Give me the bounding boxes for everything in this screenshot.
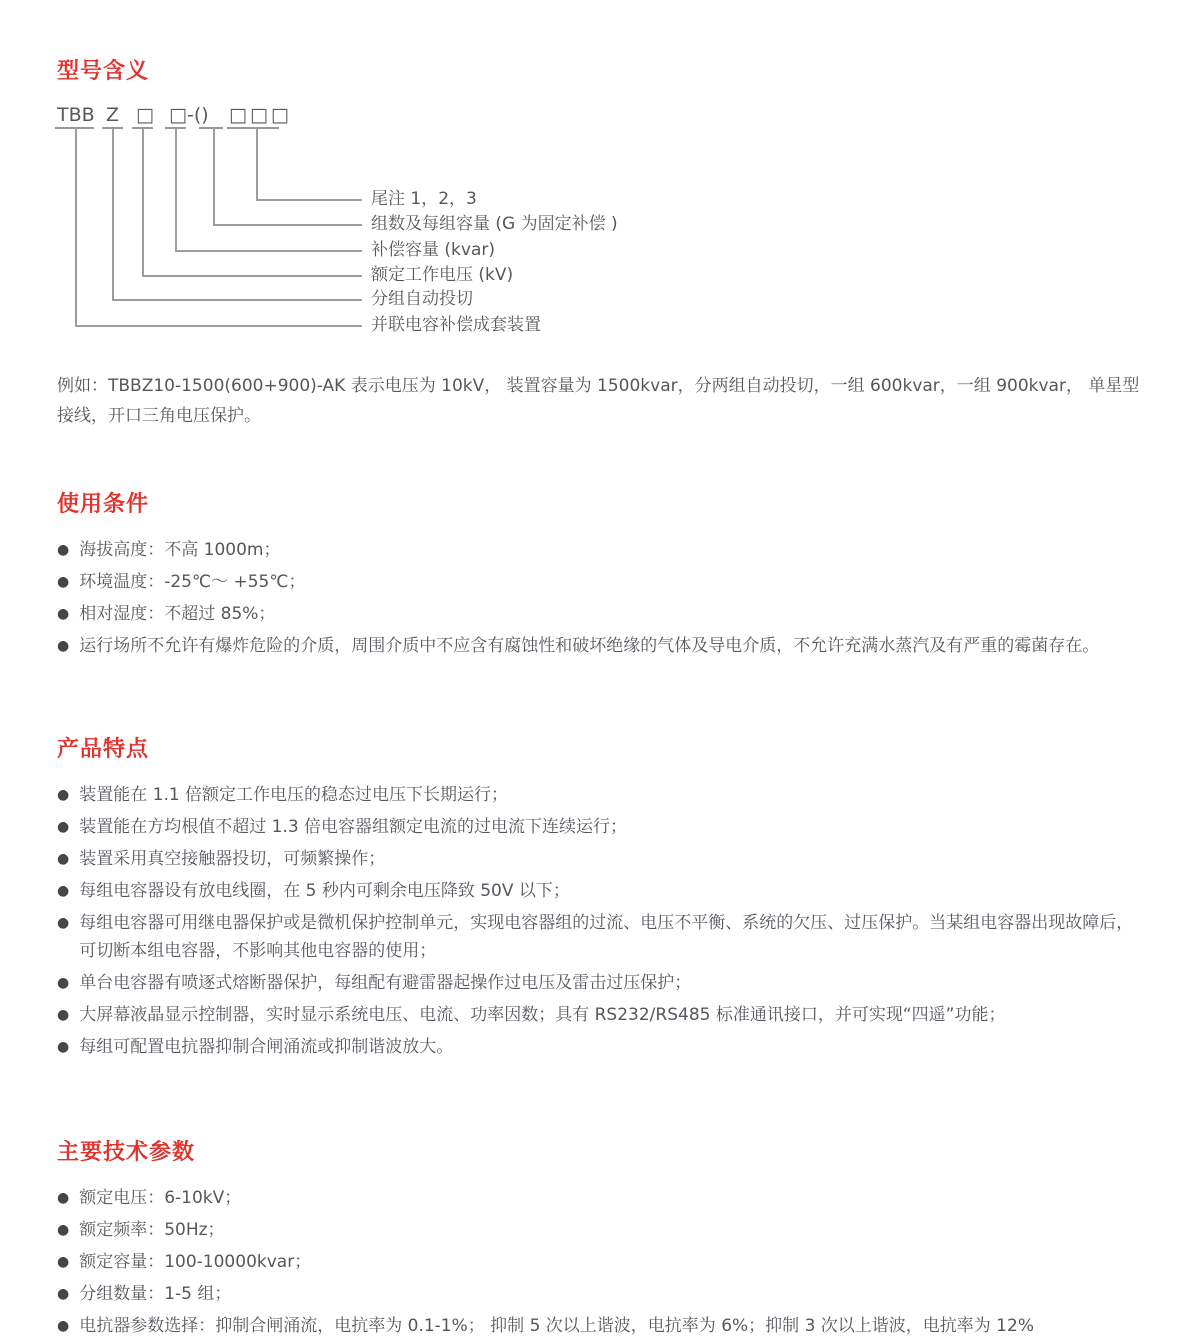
list-item: ● 大屏幕液晶显示控制器，实时显示系统电压、电流、功率因数；具有 RS232/RS485 标准通讯接口，并可实现“四遥”功能；	[57, 1001, 1143, 1029]
underline-segment	[227, 127, 279, 129]
model-code-dash-paren: -()	[187, 104, 209, 126]
underline-segment	[199, 127, 223, 129]
technical-parameters-list	[57, 1184, 1143, 1340]
diagram-label-suffix: 尾注 1，2，3	[371, 189, 477, 209]
list-item: ● 运行场所不允许有爆炸危险的介质，周围介质中不应含有腐蚀性和破坏绝缘的气体及导电介质，不允许充满水蒸汽及有严重的霉菌存在。	[57, 632, 1143, 660]
list-item: ● 电抗器参数选择：抑制合闸涌流，电抗率为 0.1-1%； 抑制 5 次以上谐波，电抗率为 6%；抑制 3 次以上谐波，电抗率为 12%	[57, 1312, 1143, 1340]
bullet-icon: ●	[57, 542, 70, 558]
model-code-box-1: □	[136, 104, 154, 126]
bullet-icon: ●	[57, 1254, 70, 1270]
bullet-icon: ●	[57, 975, 70, 991]
bullet-icon: ●	[57, 638, 70, 654]
diagram-label-groups: 组数及每组容量 (G 为固定补偿 )	[371, 214, 618, 234]
list-item: ● 额定电压：6-10kV；	[57, 1184, 1143, 1212]
bullet-icon: ●	[57, 606, 70, 622]
bullet-icon: ●	[57, 1318, 70, 1334]
connector-line-vertical	[112, 128, 114, 299]
list-item: ● 分组数量：1-5 组；	[57, 1280, 1143, 1308]
connector-line-horizontal	[75, 325, 362, 327]
section-title-model-meaning: 型号含义	[57, 59, 150, 84]
bullet-icon: ●	[57, 1007, 70, 1023]
bullet-icon: ●	[57, 1039, 70, 1055]
model-code-z: Z	[106, 104, 120, 126]
connector-line-horizontal	[256, 199, 362, 201]
connector-line-vertical	[256, 128, 258, 199]
diagram-label-switching: 分组自动投切	[371, 289, 473, 309]
list-item: ● 每组电容器可用继电器保护或是微机保护控制单元，实现电容器组的过流、电压不平衡、系统的欠压、过压保护。当某组电容器出现故障后，可切断本组电容器，不影响其他电容器的使用；	[57, 909, 1143, 965]
model-code-box-group: □□□	[229, 104, 292, 126]
diagram-label-device: 并联电容补偿成套装置	[371, 315, 541, 335]
diagram-label-capacity: 补偿容量 (kvar)	[371, 240, 495, 260]
list-item: ● 海拔高度：不高 1000m；	[57, 536, 1143, 564]
bullet-icon: ●	[57, 1190, 70, 1206]
bullet-icon: ●	[57, 787, 70, 803]
list-item: ● 装置能在 1.1 倍额定工作电压的稳态过电压下长期运行；	[57, 781, 1143, 809]
list-item: ● 每组电容器设有放电线圈，在 5 秒内可剩余电压降致 50V 以下；	[57, 877, 1143, 905]
connector-line-horizontal	[213, 224, 362, 226]
connector-line-vertical	[142, 128, 144, 275]
usage-conditions-list	[57, 536, 1143, 660]
model-example-paragraph: 例如：TBBZ10-1500(600+900)-AK 表示电压为 10kV， 装置容量为 1500kvar，分两组自动投切，一组 600kvar，一组 900kvar， 单星型接线，开口三角电压保护。	[57, 376, 1140, 426]
list-item: ● 装置采用真空接触器投切，可频繁操作；	[57, 845, 1143, 873]
connector-line-vertical	[75, 128, 77, 325]
section-title-usage-conditions: 使用条件	[57, 492, 150, 517]
connector-line-horizontal	[175, 250, 362, 252]
list-item: ● 每组可配置电抗器抑制合闸涌流或抑制谐波放大。	[57, 1033, 1143, 1061]
model-code-prefix: TBB	[57, 104, 95, 126]
model-code-box-2: □	[169, 104, 187, 126]
connector-line-horizontal	[142, 275, 362, 277]
bullet-icon: ●	[57, 915, 70, 931]
list-item: ● 额定容量：100-10000kvar；	[57, 1248, 1143, 1276]
list-item: ● 额定频率：50Hz；	[57, 1216, 1143, 1244]
bullet-icon: ●	[57, 1222, 70, 1238]
connector-line-vertical	[175, 128, 177, 250]
list-item: ● 相对湿度：不超过 85%；	[57, 600, 1143, 628]
list-item: ● 单台电容器有喷逐式熔断器保护，每组配有避雷器起操作过电压及雷击过压保护；	[57, 969, 1143, 997]
section-title-technical-parameters: 主要技术参数	[57, 1140, 196, 1165]
bullet-icon: ●	[57, 1286, 70, 1302]
bullet-icon: ●	[57, 851, 70, 867]
bullet-icon: ●	[57, 819, 70, 835]
product-features-list	[57, 781, 1143, 1061]
list-item: ● 环境温度：-25℃～ +55℃；	[57, 568, 1143, 596]
section-title-product-features: 产品特点	[57, 737, 150, 762]
connector-line-horizontal	[112, 299, 362, 301]
list-item: ● 装置能在方均根值不超过 1.3 倍电容器组额定电流的过电流下连续运行；	[57, 813, 1143, 841]
bullet-icon: ●	[57, 883, 70, 899]
model-structure-diagram	[57, 105, 1143, 345]
bullet-icon: ●	[57, 574, 70, 590]
diagram-label-voltage: 额定工作电压 (kV)	[371, 265, 514, 285]
connector-line-vertical	[213, 128, 215, 224]
